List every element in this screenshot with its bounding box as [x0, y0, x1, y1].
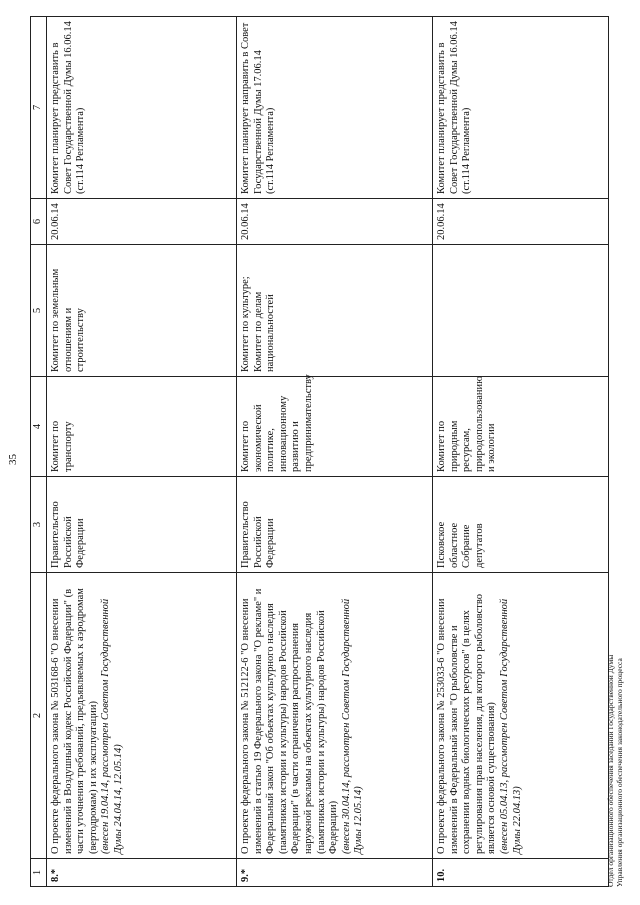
table-row	[47, 17, 237, 887]
column-header: 5	[31, 245, 47, 377]
page-footer	[606, 655, 624, 887]
bill-subject: О проекте федерального закона № 512122-6 "О внесении изменений в статью 19 Федерального закона "О рекламе" и Федеральный закон "Об объектах культурного наследия (памятниках истории и культуры) народов Российской Федерации" (в части ограничения распространения наружной рекламы на объектах культурного наследия (памятниках истории и культуры) народов Российской Федерации)	[240, 588, 340, 854]
status-text: Комитет планирует представить в Совет Государственной Думы 16.06.14 (ст.114 Регламента)	[433, 17, 609, 199]
initiator: Правительство Российской Федерации	[237, 477, 433, 573]
column-header-row	[31, 17, 47, 887]
bill-note: (внесен 19.04.14, рассмотрен Советом Государственной Думы 24.04.14, 12.05.14)	[100, 598, 124, 854]
column-header: 6	[31, 199, 47, 245]
column-header: 1	[31, 859, 47, 887]
bill-cell	[237, 573, 433, 859]
row-number: 9.*	[237, 859, 433, 887]
bill-note: (внесен 05.04.13, рассмотрен Советом Государственной Думы 22.04.13)	[498, 598, 523, 854]
status-text: Комитет планирует направить в Совет Государственной Думы 17.06.14 (ст.114 Регламента)	[237, 17, 433, 199]
column-header: 3	[31, 477, 47, 573]
column-header: 7	[31, 17, 47, 199]
responsible-committee: Комитет по экономической политике, инновационному развитию и предпринимательству	[237, 377, 433, 477]
bill-note: (внесен 30.04.14, рассмотрен Советом Государственной Думы 12.05.14)	[340, 598, 365, 854]
table-row	[433, 17, 609, 887]
bill-cell	[47, 573, 237, 859]
agenda-table	[30, 16, 609, 887]
bill-subject: О проекте федерального закона № 253033-6 "О внесении изменений в Федеральный закон "О рыболовстве и сохранении водных биологических ресурсов" (в целях регулирования прав населения, для которого рыболовство является основой существования)	[436, 594, 498, 854]
bill-cell	[433, 573, 609, 859]
initiator: Псковское областное Собрание депутатов	[433, 477, 609, 573]
initiator: Правительство Российской Федерации	[47, 477, 237, 573]
row-number: 8.*	[47, 859, 237, 887]
bill-subject: О проекте федерального закона № 503168-6 "О внесении изменений в Воздушный кодекс Российской Федерации" (в части уточнения требований, предъявляемых к аэродромам (вертодромам) и их эксплуатации)	[50, 588, 99, 854]
co-executor-committees: Комитет по культуре; Комитет по делам национальностей	[237, 245, 433, 377]
column-header: 2	[31, 573, 47, 859]
co-executor-committees: Комитет по земельным отношениям и строительству	[47, 245, 237, 377]
co-executor-committees	[433, 245, 609, 377]
row-number: 10.	[433, 859, 609, 887]
date: 20.06.14	[47, 199, 237, 245]
responsible-committee: Комитет по природным ресурсам, природопользованию и экологии	[433, 377, 609, 477]
status-text: Комитет планирует представить в Совет Государственной Думы 16.06.14 (ст.114 Регламента)	[47, 17, 237, 199]
date: 20.06.14	[237, 199, 433, 245]
footer-line: Отдел организационного обеспечения заседаний Государственной Думы	[606, 654, 615, 887]
table-row	[237, 17, 433, 887]
date: 20.06.14	[433, 199, 609, 245]
footer-line: Управления организационного обеспечения законодательного процесса	[615, 658, 624, 887]
column-header: 4	[31, 377, 47, 477]
responsible-committee: Комитет по транспорту	[47, 377, 237, 477]
page-number: 35	[7, 454, 19, 465]
